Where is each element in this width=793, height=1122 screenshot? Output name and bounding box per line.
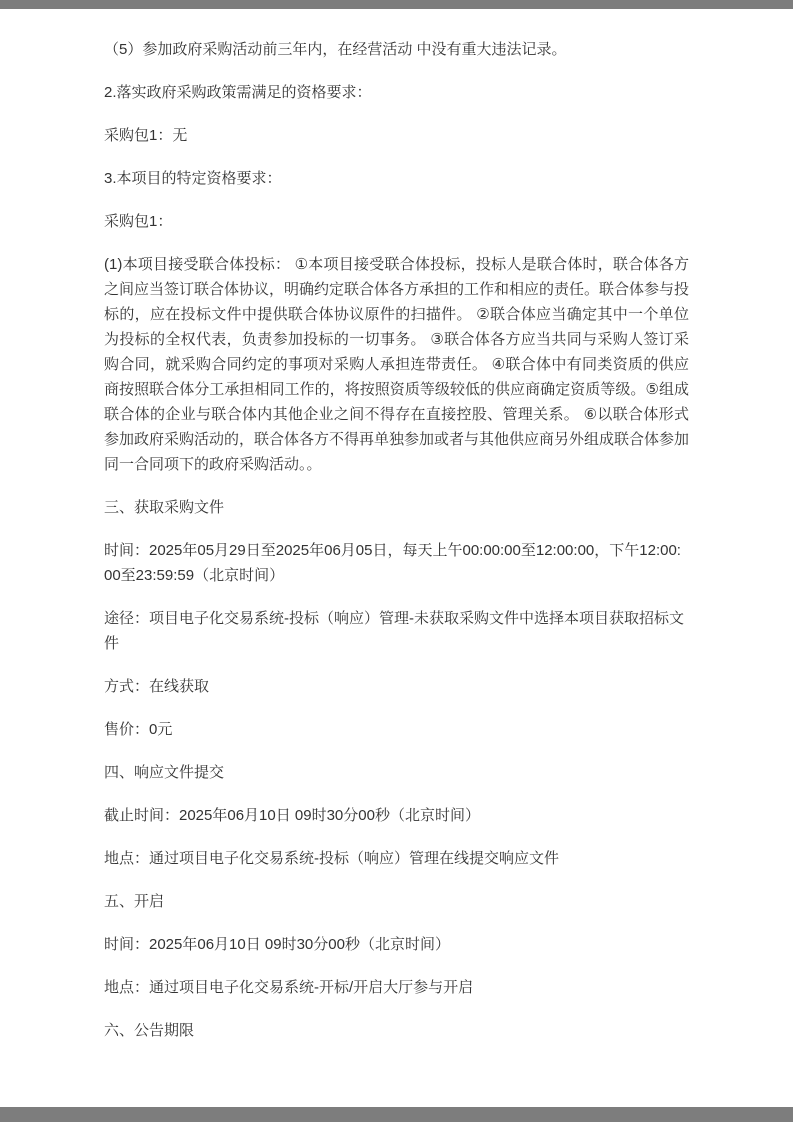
paragraph: 售价：0元 (104, 721, 173, 738)
section-heading: 六、公告期限 (104, 1022, 195, 1039)
document-content (0, 9, 793, 1043)
paragraph: 途径：项目电子化交易系统-投标（响应）管理-未获取采购文件中选择本项目获取招标文件 (104, 610, 684, 652)
paragraph: 采购包1：无 (104, 127, 188, 144)
paragraph: 2.落实政府采购政策需满足的资格要求： (104, 84, 372, 101)
paragraph: 方式：在线获取 (104, 678, 210, 695)
paragraph: 地点：通过项目电子化交易系统-开标/开启大厅参与开启 (104, 979, 474, 996)
paragraph: 截止时间：2025年06月10日 09时30分00秒（北京时间） (104, 807, 480, 824)
paragraph: 时间：2025年06月10日 09时30分00秒（北京时间） (104, 936, 450, 953)
paragraph: 采购包1： (104, 213, 173, 230)
paragraph: 时间：2025年05月29日至2025年06月05日，每天上午00:00:00至12:00:00，下午12:00:00至23:59:59（北京时间） (104, 542, 681, 584)
paragraph: 地点：通过项目电子化交易系统-投标（响应）管理在线提交响应文件 (104, 850, 559, 867)
section-heading: 五、开启 (104, 893, 165, 910)
document-page (0, 9, 793, 1107)
paragraph: (1)本项目接受联合体投标： ①本项目接受联合体投标，投标人是联合体时，联合体各方之间应当签订联合体协议，明确约定联合体各方承担的工作和相应的责任。联合体参与投标的，应在投标文件中提供联合体协议原件的扫描件。 ②联合体应当确定其中一个单位为投标的全权代表，负责参加投标的一切事务。 ③联合体各方应当共同与采购人签订采购合同，就采购合同约定的事项对采购人承担连带责任。 ④联合体中有同类资质的供应商按照联合体分工承担相同工作的，将按照资质等级较低的供应商确定资质等级。⑤组成联合体的企业与联合体内其他企业之间不得存在直接控股、管理关系。 ⑥以联合体形式参加政府采购活动的，联合体各方不得再单独参加或者与其他供应商另外组成联合体参加同一合同项下的政府采购活动。。 (104, 256, 690, 473)
paragraph: 3.本项目的特定资格要求： (104, 170, 282, 187)
section-heading: 四、响应文件提交 (104, 764, 225, 781)
paragraph: （5）参加政府采购活动前三年内，在经营活动 中没有重大违法记录。 (104, 41, 567, 58)
section-heading: 三、获取采购文件 (104, 499, 225, 516)
